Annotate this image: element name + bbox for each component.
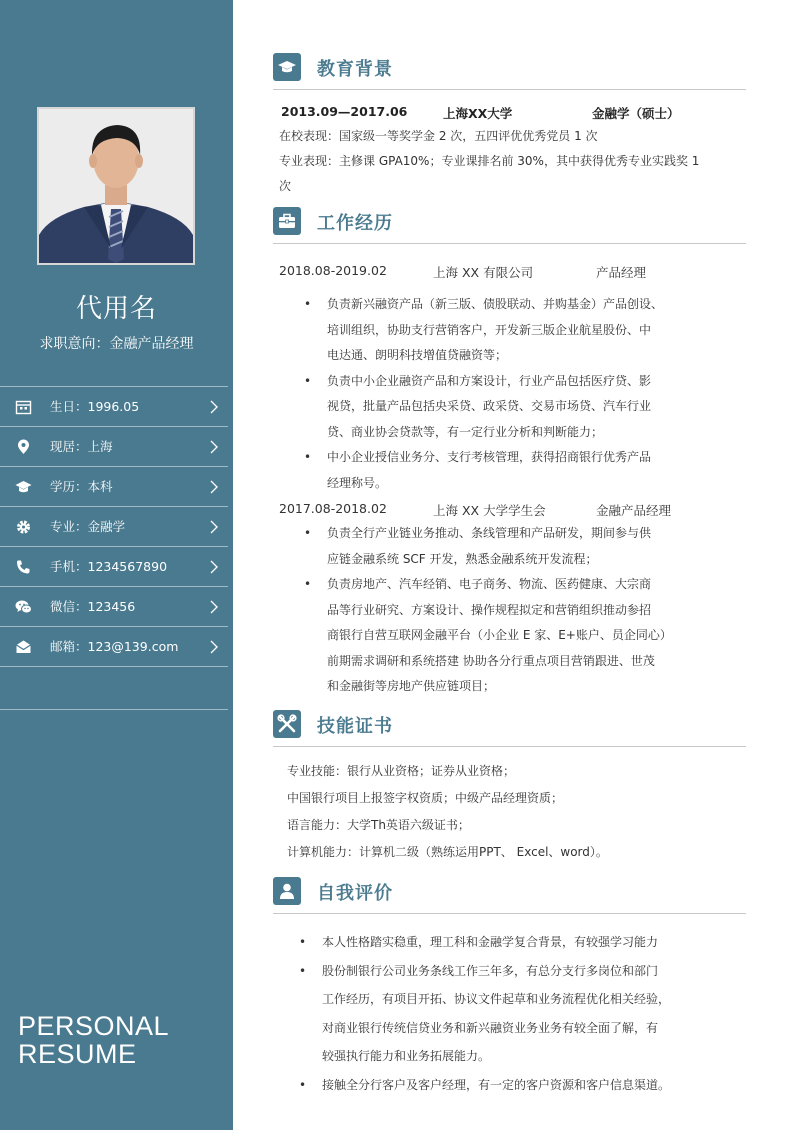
personal-line: PERSONAL <box>18 1011 170 1041</box>
job-period: 2018.08-2019.02 <box>279 263 387 278</box>
info-item-residence[interactable] <box>0 427 228 467</box>
section-divider <box>273 746 746 747</box>
bullet-line: 和金融街等房地产供应链项目； <box>327 679 496 693</box>
section-divider <box>273 89 746 90</box>
section-title-education: 教育背景 <box>317 59 393 80</box>
job-company: 上海 XX 有限公司 <box>433 265 534 280</box>
profile-photo <box>37 107 195 265</box>
chevron-right-icon <box>209 480 219 494</box>
bullet-line: 培训组织，协助支行营销客户，开发新三版企业航星股份、中 <box>327 322 652 337</box>
bullet-line: • 股份制银行公司业务条线工作三年多，有总分支行多岗位和部门 <box>322 963 659 978</box>
chevron-right-icon <box>209 400 219 414</box>
tools-icon <box>273 710 301 738</box>
contact-info-list <box>0 386 228 667</box>
bullet-line: • 负责全行产业链业务推动、条线管理和产品研发，期间参与供 <box>327 526 652 540</box>
section-title-work: 工作经历 <box>317 213 393 234</box>
section-education <box>273 53 746 87</box>
skill-line: 中国银行项目上报签字权资质；中级产品经理资质； <box>287 791 564 805</box>
education-line: 次 <box>279 179 292 193</box>
list-item <box>302 521 752 572</box>
bullet-line: • 负责中小企业融资产品和方案设计，行业产品包括医疗贷、影 <box>327 373 652 388</box>
job-company: 上海 XX 大学学生会 <box>433 503 546 518</box>
skill-line: 计算机能力：计算机二级（熟练运用PPT、 Excel、word）。 <box>287 845 608 859</box>
info-item-phone[interactable] <box>0 547 228 587</box>
section-divider <box>273 243 746 244</box>
bullet-line: 应链金融系统 SCF 开发，熟悉金融系统开发流程； <box>327 551 598 566</box>
list-item <box>297 1071 757 1100</box>
bullet-line: 工作经历，有项目开拓、协议文件起草和业务流程优化相关经验， <box>322 992 671 1006</box>
info-item-birthday[interactable] <box>0 387 228 427</box>
info-text-birthday: 生日：1996.05 <box>50 399 140 414</box>
chevron-right-icon <box>209 440 219 454</box>
skill-line: 专业技能：银行从业资格；证券从业资格； <box>287 764 516 778</box>
graduation-cap-icon <box>273 53 301 81</box>
job-objective: 求职意向：金融产品经理 <box>39 336 194 352</box>
info-text-email: 邮箱：123@139.com <box>50 639 179 654</box>
calendar-icon <box>15 399 32 415</box>
job-position: 产品经理 <box>596 265 647 280</box>
info-text-residence: 现居：上海 <box>50 439 113 454</box>
education-line: 专业表现：主修课 GPA10%；专业课排名前 30%，其中获得优秀专业实践奖 1 <box>279 154 700 168</box>
section-skills <box>273 710 746 744</box>
wechat-icon <box>15 599 32 615</box>
education-period: 2013.09—2017.06 <box>281 104 408 119</box>
list-item <box>302 292 752 369</box>
bullet-line: • 中小企业授信业务分、支行考核管理，获得招商银行优秀产品 <box>327 450 652 464</box>
info-item-email[interactable] <box>0 627 228 667</box>
phone-icon <box>15 559 32 575</box>
bullet-line: • 接触全分行客户及客户经理，有一定的客户资源和客户信息渠道。 <box>322 1077 671 1092</box>
info-text-wechat: 微信：123456 <box>50 599 136 614</box>
job-bullets <box>302 521 752 700</box>
education-major: 金融学（硕士） <box>592 106 680 121</box>
list-item <box>302 369 752 446</box>
bullet-line: 贷、商业协会贷款等，有一定行业分析和判断能力； <box>327 424 604 439</box>
education-detail <box>279 124 749 199</box>
bullet-line: • 本人性格踏实稳重，理工科和金融学复合背景，有较强学习能力 <box>322 935 659 949</box>
self-eval-bullets <box>297 928 757 1099</box>
job-period: 2017.08-2018.02 <box>279 501 387 516</box>
user-icon <box>273 877 301 905</box>
info-item-major[interactable] <box>0 507 228 547</box>
gear-icon <box>15 519 32 535</box>
list-item <box>302 445 752 496</box>
bullet-line: • 负责新兴融资产品（新三版、债股联动、并购基金）产品创设、 <box>327 297 664 311</box>
chevron-right-icon <box>209 600 219 614</box>
bullet-line: 经理称号。 <box>327 475 388 490</box>
sidebar-divider <box>0 709 228 710</box>
bullet-line: 较强执行能力和业务拓展能力。 <box>322 1049 491 1063</box>
section-divider <box>273 913 746 914</box>
chevron-right-icon <box>209 640 219 654</box>
bullet-line: 电达通、朗明科技增值贷融资等； <box>327 348 508 362</box>
info-text-phone: 手机：1234567890 <box>50 559 168 574</box>
education-school: 上海XX大学 <box>443 106 513 121</box>
bullet-line: 前期需求调研和系统搭建 协助各分行重点项目营销跟进、世茂 <box>327 653 655 668</box>
graduation-cap-icon <box>15 479 32 495</box>
personal-resume-label <box>18 1012 169 1068</box>
resume-line: RESUME <box>18 1039 137 1069</box>
email-icon <box>15 639 32 655</box>
bullet-line: 视贷，批量产品包括央采贷、政采贷、交易市场贷、汽车行业 <box>327 399 652 413</box>
section-work <box>273 207 746 241</box>
info-item-education[interactable] <box>0 467 228 507</box>
education-line: 在校表现：国家级一等奖学金 2 次，五四评优优秀党员 1 次 <box>279 129 598 143</box>
section-title-self-evaluation: 自我评价 <box>317 883 393 904</box>
info-item-wechat[interactable] <box>0 587 228 627</box>
briefcase-icon <box>273 207 301 235</box>
bullet-line: 商银行自营互联网金融平台（小企业 E 家、E+账户、员企同心） <box>327 628 672 642</box>
chevron-right-icon <box>209 520 219 534</box>
info-text-major: 专业：金融学 <box>50 519 126 534</box>
sidebar <box>0 0 233 1130</box>
skill-line: 语言能力：大学Th英语六级证书； <box>287 818 470 832</box>
section-title-skills: 技能证书 <box>317 716 393 737</box>
section-self-evaluation <box>273 877 746 911</box>
job-bullets <box>302 292 752 496</box>
bullet-line: 品等行业研究、方案设计、操作规程拟定和营销组织推动参招 <box>327 602 652 617</box>
list-item <box>297 957 757 1071</box>
location-icon <box>15 439 32 455</box>
info-text-education: 学历：本科 <box>50 479 113 494</box>
skills-list <box>287 758 747 866</box>
job-position: 金融产品经理 <box>596 503 672 518</box>
bullet-line: • 负责房地产、汽车经销、电子商务、物流、医药健康、大宗商 <box>327 577 652 591</box>
bullet-line: 对商业银行传统信贷业务和新兴融资业务业务有较全面了解，有 <box>322 1020 659 1035</box>
list-item <box>302 572 752 700</box>
chevron-right-icon <box>209 560 219 574</box>
list-item <box>297 928 757 957</box>
candidate-name: 代用名 <box>75 294 157 324</box>
